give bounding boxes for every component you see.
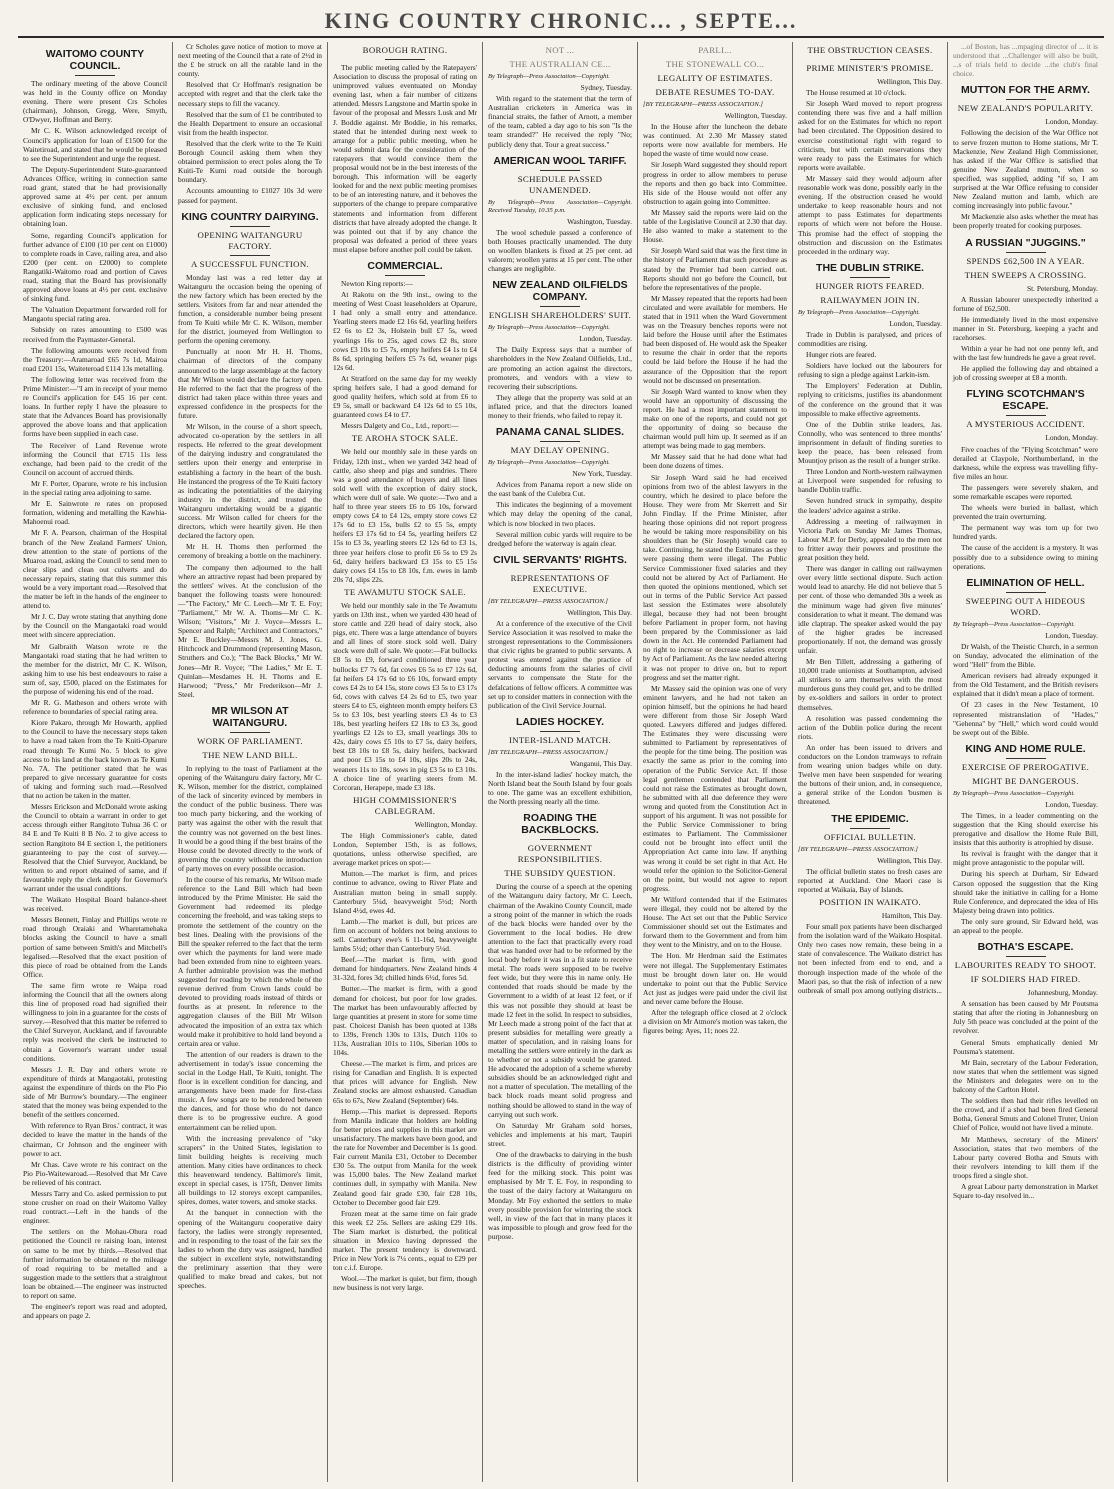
byline: [BY TELEGRAPH—PRESS ASSOCIATION.] — [798, 845, 918, 853]
byline: By Telegraph—Press Association—Copyright. — [798, 308, 920, 316]
dateline: Wellington, This Day. — [567, 607, 632, 617]
byline: [BY TELEGRAPH—PRESS ASSOCIATION.] — [488, 597, 608, 605]
paragraph: Cheese.—The market is firm, and prices are rising for Canadian and English. It is expected that prices will advance for English. New Zealand stocks are almost exhausted. Canadian 65s to 67s, New Zealand (September) 64s. — [333, 1059, 477, 1105]
dateline: London, Tuesday. — [889, 318, 942, 328]
paragraph: After the telegraph office closed at 2 o'clock a division on Mr Atmore's motion was taken, the figures being: Ayes, 11; noes 22. — [643, 1008, 787, 1036]
subheadline: THEN SWEEPS A CROSSING. — [964, 269, 1087, 280]
paragraph: Frozen meat at the same time on fair grade this week £2 25s. Sellers are asking £29 10s. The Siam market is disturbed, the political situation in Mexico having depressed the market. The present tendency is downward. Price in New York is 7¼ cents., equal to £29 per ton c.i.f. Europe. — [333, 1208, 477, 1273]
subheadline: MIGHT BE DANGEROUS. — [972, 775, 1079, 786]
paragraph: Mr Massey said the opinion was one of very eminent lawyers, and he had not taken an opinion himself, but the opinions he had heard were different from those Sir Joseph Ward quoted. Lawyers differed and judges differed. The Estimates they were discussing were submitted to Parliament by representatives of the people for the time being. The position was exactly the same as prior to the coming into operation of the Public Service Act. If those legal gentlemen contended that Parliament could not raise the Estimates as brought down, he submitted with all due deference they were wrong and quoted from the Constitution Act in support of his argument. It was not possible for the Public Service Commissioner to bring estimates to Parliament. The Commissioner could not be brought into effect until the Appropriation Act came into law. If anything was wrong it could be set right in that Act. He would refer the opinion to the Solicitor-General on the point, but would not agree to report progress. — [643, 683, 787, 893]
paragraph: Resolved that Cr Hoffman's resignation be accepted with regret and that the clerk take the necessary steps to fill the vacancy. — [178, 80, 322, 108]
paragraph: Messrs Dalgety and Co., Ltd., report:— — [341, 421, 459, 431]
paragraph: The passengers were severely shaken, and some remarkable escapes were reported. — [953, 482, 1098, 501]
paragraph: At a conference of the executive of the Civil Service Association it was resolved to make the strongest representations to the Commissioners that civic rights be granted to public servants. A protest was entered against the practice of deducting amounts from the salaries of civil servants to compensate the State for the defalcations of fellow officers. A committee was set up to consider matters in connection with the publication of the Civil Service Journal. — [488, 618, 632, 710]
paragraph: Of 23 cases in the New Testament, 10 represented mistranslation of "Hades," "Gehenna" by "Hell," which word could would be swept out of the Bible. — [953, 700, 1098, 737]
subheadline: THE AUSTRALIAN CE... — [509, 59, 611, 69]
paragraph: With reference to Ryan Bros.' contract, it was decided to leave the matter in the hands of the chairman, Cr Johnson and the engineer with power to act. — [23, 1121, 167, 1158]
subheadline: MAY DELAY OPENING. — [510, 445, 610, 456]
paragraph: A sensation has been caused by Mr Poutsma stating that after the rioting in Johannesburg on July 5th peace was concluded at the point of the revolver. — [953, 999, 1098, 1036]
paragraph: Subsidy on rates amounting to £500 was received from the Paymaster-General. — [23, 325, 167, 344]
paragraph: At Stratford on the same day for my weekly spring heifers sale, I had a good demand for good quality heifers, which sold at from £6 to £9 5s, small or backward £4 12s 6d to £5 10s, guaranteed cows £4 to £7. — [333, 373, 477, 420]
subheadline: REPRESENTATIONS OF EXECUTIVE. — [510, 572, 610, 594]
divider — [385, 59, 425, 60]
paragraph: Three London and North-western railwaymen at Liverpool were suspended for refusing to handle Dublin traffic. — [798, 467, 942, 495]
paragraph: Resolved that the sum of £1 be contributed to the Health Department to ensure an occasional visit from the health inspector. — [178, 109, 322, 137]
paragraph: The company then adjourned to the hall where an attractive repast had been prepared by the settlers' wives. At the conclusion of the banquet the following toasts were honoured:—"The Factory," Mr C. Leech—Mr T. E. Foy; "Parliament," Mr W. A. Thoms—Mr C. K. Wilson; "Visitors," Mr J. Voyce—Messrs L. Spencer and Ralph; "Architect and Contractors," Mr E. Buckley—Messrs M. J. Jones, G. Hitchcock and Drummond (representing Mason, Struthers and Co.); "The Back Blocks," Mr W. Jones—Mr R. Voyce; "The Ladies," Mr E. T. Quinlan—Mesdames H. H. Thoms and E. Harwood; "Press," Mr Frederikson—Mr J. Steel. — [178, 562, 322, 699]
paragraph: The soldiers then had their rifles levelled on the crowd, and if a shot had been fired General Botha, General Smuts and Colonel Truter, Union Chief of Police, would not have lived a minute. — [953, 1096, 1098, 1133]
divider — [75, 75, 115, 76]
paragraph: The Hon. Mr Herdman said the Estimates were not illegal. The Supplementary Estimates must be brought down later on. He would undertake to point out that the Public Service Act just as judges were paid under the civil list and never came before the House. — [643, 951, 787, 1006]
paragraph: The attention of our readers is drawn to the advertisement in today's issue concerning the social in the Lodge Hall, Te Kuiti, tonight. The floor is in excellent condition for dancing, and arrangements have been made for first-class music. A few songs are to be rendered between the dances, and for those who do not dance there is to be progressive euchre. A good entertainment can be relied upon. — [178, 1049, 322, 1132]
paragraph: Sir Joseph Ward suggested they should report progress in order to allow members to peruse the reports and then go back into Committee. His side of the House would not offer any obstruction to again going into Committee. — [643, 160, 787, 206]
dateline: Wellington, Monday. — [414, 819, 477, 829]
subheadline: A MYSTERIOUS ACCIDENT. — [966, 419, 1085, 430]
dateline: Wellington, This Day. — [877, 77, 942, 86]
subheadline: HIGH COMMISSIONER'S CABLEGRAM. — [353, 794, 457, 816]
subheadline: NEW ZEALAND'S POPULARITY. — [957, 103, 1094, 114]
subheadline: RAILWAYMEN JOIN IN. — [820, 294, 920, 305]
column-4 — [483, 42, 638, 1482]
divider — [850, 59, 890, 60]
headline: BOTHA'S ESCAPE. — [977, 941, 1074, 954]
dateline: Johannesburg, Monday. — [1027, 988, 1098, 998]
subheadline: OFFICIAL BULLETIN. — [823, 831, 917, 842]
paragraph: Mutton.—The market is firm, and prices continue to advance, owing to River Plate and Australian mutton being in small supply. Canterbury 5¼d, heavyweight 5½d; North Island 4½d, ewes 4d. — [333, 869, 477, 915]
paragraph: In the course of his remarks, Mr Wilson made reference to the Land Bill which had been introduced by the Prime Minister. He said the Government had redeemed its pledge concerning the freehold, and was taking steps to promote the settlement of the country on the best lines. Dealing with the provisions of the Bill the speaker referred to the fact that the term over which the payments for land were made had been extended from nine to eighteen years. A further admirable provision was the method suggested for roading by which the whole of the revenue derived from Crown lands could be devoted to providing roads instead of thirds or fourths as at present. In reference to the aggregation clauses of the Bill Mr Wilson advocated the imposition of an extra tax which would make it prohibitive to hold land beyond a certain area or value. — [178, 875, 322, 1048]
byline: By Telegraph—Press Association—Copyright. — [488, 73, 610, 80]
byline: By Telegraph—Press Association—Copyright. — [488, 324, 610, 332]
paragraph: The same firm wrote re Waipa road informing the Council that all the owners along this line of proposed road had signified their willingness to join in a guarantee for the costs of survey.—Resolved that this matter be referred to the Chief Surveyor, Auckland, and if favourable reply was received the clerk be instructed to obtain a Governor's warrant under usual conditions. — [23, 980, 167, 1063]
paragraph: Newton King reports:— — [341, 278, 413, 288]
dateline: Wellington, This Day. — [877, 855, 942, 865]
paragraph: Butter.—The market is firm, with a good demand for choicest, but poor for low grades. The market has been unfavourably affected by large quantities at present in store for some time past. Choicest Danish has been quoted at 138s to 139s, French 130s to 131s, Dutch 110s to 113s, Australian 101s to 110s, Siberian 100s to 104s. — [333, 984, 477, 1058]
paragraph: The public meeting called by the Ratepayers' Association to discuss the proposal of rating on unimproved values eventuated on Monday evening last, when a fair number of citizens attended. Messrs Langstone and Martin spoke in favour of the proposal and Messrs Lusk and Mr J. Boddie against. Mr Boddie, in his remarks, stated that he intended during next week to arrange for a public public meeting, when he would submit data for the consideration of the ratepayers that would convince them the proposal would not be in the best interests of the borough. This information will be eagerly looked for and the next public meeting promises to be of an interesting nature, and it behoves the supporters of the change to prepare comparative statements and information from different districts that have already adopted the change. It was pointed out that if by any chance the proposal was defeated a period of three years must elapse before another poll could be taken. — [333, 63, 477, 254]
paragraph: Following the decision of the War Office not to serve frozen mutton to Home stations, Mr T. Mackenzie, New Zealand High Commissioner, has asked if the War Office is satisfied that genuine New Zealand mutton, when so specified, was supplied, adding "if so, I am surprised at the War Office refusing to consider New Zealand mutton and lamb, which are coming increasingly into public favour." — [953, 128, 1098, 211]
paragraph: A resolution was passed condemning the action of the Dublin police during the recent riots. — [798, 713, 942, 741]
paragraph: Five coaches of the "Flying Scotchman" were derailed at Claypole, Northumberland, in the darkness, while the express was travelling fifty-five miles an hour. — [953, 444, 1098, 481]
subheadline: SCHEDULE PASSED UNAMENDED. — [517, 173, 603, 195]
byline: By Telegraph—Press Association—Copyright. — [953, 620, 1075, 628]
dateline: Washington, Tuesday. — [567, 216, 632, 226]
paragraph: A Russian labourer unexpectedly inherited a fortune of £62,500. — [953, 294, 1098, 313]
headline: AMERICAN WOOL TARIFF. — [493, 154, 627, 167]
paragraph: One of the Dublin strike leaders, Jas. Connolly, who was sentenced to three months' imprisonment in default of finding sureties to keep the peace, has been released from Mountjoy prison as the result of a hunger strike. — [798, 419, 942, 466]
paragraph: The Valuation Department forwarded roll for Mangaotu special rating area. — [23, 305, 167, 324]
columns — [18, 42, 1104, 1482]
paragraph: Its revival is fraught with the danger that it might prove antagonistic to the popular will. — [953, 849, 1098, 868]
paragraph: The High Commissioner's cable, dated London, September 15th, is as follows, quotations, unless otherwise specified, are average market prices on spot:— — [333, 830, 477, 868]
divider — [1006, 758, 1046, 759]
byline: [BY TELEGRAPH—PRESS ASSOCIATION.] — [488, 748, 608, 756]
paragraph: Sir Joseph Ward said he had received opinions from two of the ablest lawyers in the country, which he desired to place before the House. They were from Mr Skerrett and Sir John Findlay. If the Prime Minister, after hearing those opinions did not report progress he would be taking more responsibility on his shoulders than he (Sir Joseph) would care to take. Continuing, he stated the Estimates as they were passing them were illegal. The Public Service Commissioner fixed salaries and they could not be altered by Act of Parliament. He then quoted the opinions mentioned, which set out in terms of the Public Service Act passed last session the Estimates were absolutely illegal, because they had not been brought before Parliament in proper form, not having been prepared by the Commissioner as laid down in the Act. He contended Parliament had no right to increase or decrease salaries except by Act of Parliament. As the law needed altering it was not proper to drive on, but to report progress and set the matter right. — [643, 472, 787, 682]
divider — [385, 275, 425, 276]
paragraph: He applied the following day and obtained a job of crossing sweeper at £8 a month. — [953, 364, 1098, 383]
paragraph: Seven hundred struck in sympathy, despite the leaders' advice against a strike. — [798, 496, 942, 515]
headline: WAITOMO COUNTY COUNCIL. — [45, 48, 145, 72]
subheadline: TE AWAMUTU STOCK SALE. — [344, 586, 466, 597]
paragraph: The Receiver of Land Revenue wrote informing the Council that £715 11s less exchange, had been paid to the credit of the Council on account of accrued thirds. — [23, 440, 167, 477]
dateline: Sydney, Tuesday. — [580, 83, 632, 92]
paragraph: The wool schedule passed a conference of both Houses practically unamended. The duty on woollen blankets is fixed at 25 per cent. ad valorem; woollen yarns at 15 per cent. The other changes are negligible. — [488, 227, 632, 274]
paragraph: Cr Scholes gave notice of motion to move at next meeting of the Council that a rate of 2½d in the £ be struck on all the ratable land in the county. — [178, 42, 322, 79]
divider — [230, 255, 270, 256]
subheadline: POSITION IN WAIKATO. — [819, 896, 921, 907]
paragraph: During his speech at Durham, Sir Edward Carson opposed the suggestion that the King should take the initiative in calling for a Home Rule Conference, and deprecated the idea of His Majesty being drawn into politics. — [953, 869, 1098, 915]
paragraph: At the banquet in connection with the opening of the Waitanguru cooperative dairy factory, the ladies were strongly represented, and in responding to the toast of the fair sex the ladies to whom the duty was assigned, handled the subject in excellent style, notwithstanding the preliminary assertion that they were qualified to make bread and cakes, but not speeches. — [178, 1208, 322, 1291]
paragraph: During the course of a speech at the opening of the Waitanguru dairy factory, Mr C. Leech, chairman of the Awakino County Council, made a strong point of the manner in which the roads of the back blocks were handed over by the Government to the local bodies. He drew attention to the fact that practically every road that was handed over had to be reformed by the local body before it was in a fit state to receive metal. The roads were supposed to be twelve feet wide, but they were this in name only. He contended that roads should be made by the Government to a width of at least 12 feet, or if this was not possible they should at least be made 12 feet in the solid. In respect to subsidies, Mr Leech made a strong point of the fact that at present subsidies for metalling were greatly a matter of speculation, and in raising loans for metalling the settlers were entirely in the dark as to whether or not a subsidy would be granted. He advocated the adoption of a scheme whereby subsidies should be an acknowledged right and not a matter of speculation. The metalling of the back block roads meant solid progress and nothing should be allowed to stand in the way of carrying out such work. — [488, 882, 632, 1119]
paragraph: The settlers on the Mohau-Ohura road petitioned the Council re raising loan, interest on same to be met by thirds.—Resolved that further information be obtained re the mileage of road requiring to be metalled and a suggestion made to the settlers that a straightout loan be obtained.—The engineer was instructed to report on same. — [23, 1227, 167, 1300]
paragraph: We held our monthly sale in the Te Awamutu yards on 13th inst., when we yarded 430 head of store cattle and 220 head of dairy stock, also pigs, etc. There was a large attendance of buyers and all lines of store stock sold well. Dairy stock were dull of sale. We quote:—Fat bullocks £8 5s to £9, forward conditioned three year bullocks £7 7s 6d, fat cows £6 5s to £7 12s 6d, fat heifers £4 17s 6d to £6 10s, forward empty cows £4 2s to £4 15s, store cows £3 5s to £3 17s 6d, cows with calves £4 2s 6d to £5, two year steers £4 to £5, eighteen month empty heifers £3 5s to £3 10s, best yearling steers £3 4s to £3 18s, best yearling heifers £2 18s to £3 3s, good yearlings £2 12s to £3, small yearlings 30s to 42s, dairy cows £5 10s to £7 5s, dairy heifers, best £8 10s to £8 5s, dairy heifers, backward and poor £3 15s to £4 10s, slips 20s to 24s, weaners 11s to 18s, sows in pig £3 5s to £3 10s. A choice line of yearling steers from M. Corcoran, Herapepe, made £3 18s. — [333, 600, 477, 792]
paragraph: Hunger riots are feared. — [806, 350, 877, 360]
divider — [540, 306, 580, 307]
divider — [850, 277, 890, 278]
subheadline: OPENING WAITANGURU FACTORY. — [197, 229, 303, 251]
divider — [540, 731, 580, 732]
paragraph: With the increasing prevalence of "sky scrapers" in the United States, legislation to limit building heights is receiving much attention. Many cities have ordinances to check this heavenward tendency. Baltimore's limit, except in special cases, is 175ft, Denver limits all buildings to 12 storeys except campaniles, spires, domes, water towers, and smoke stacks. — [178, 1133, 322, 1207]
subheadline: ENGLISH SHAREHOLDERS' SUIT. — [488, 310, 632, 321]
divider — [1006, 99, 1046, 100]
paragraph: Sir Joseph Ward said that was the first time in the history of Parliament that such procedure as stated by the Premier had been carried out. Reports should not go before the Council, but before the representatives of the people. — [643, 246, 787, 292]
headline: PANAMA CANAL SLIDES. — [495, 426, 625, 439]
paragraph: He immediately lived in the most expensive manner in St. Petersburg, keeping a yacht and racehorses. — [953, 314, 1098, 342]
paragraph: The cause of the accident is a mystery. It was possibly due to a subsidence owing to mining operations. — [953, 543, 1098, 571]
divider — [540, 170, 580, 171]
paragraph: The following letter was received from the Prime Minister:—"I am in receipt of your memo re Council's application for £45 16 per cent. loans. In further reply I have the pleasure to state that the Advances Board has provisionally approved the above loans and that application forms have been supplied in each case. — [23, 374, 167, 439]
column-7 — [948, 42, 1103, 1482]
headline: LADIES HOCKEY. — [515, 715, 605, 728]
dateline: London, Tuesday. — [1045, 630, 1098, 640]
paragraph: Mr Wilson, in the course of a short speech, advocated co-operation by the settlers in all respects. He referred to the great development of the dairying industry and congratulated the settlers upon their energy and enterprise in establishing a factory in the heart of the bush. He instanced the progress of the Te Kuiti factory as indicating the potentialities of the dairying industry in the district, and trusted the Waitanguru undertaking would be a gigantic success. Mr Wilson called for cheers for the directors, which were heartily given. He then declared the factory open. — [178, 422, 322, 541]
paragraph: In the House after the luncheon the debate was continued. At 2.30 Mr Massey stated reports were now available for members. He hoped the waste of time would now cease. — [643, 122, 787, 159]
paragraph: The only sure ground, Sir Edward held, was an appeal to the people. — [953, 916, 1098, 935]
dateline: New York, Tuesday. — [572, 469, 632, 479]
paragraph: Dr Walsh, of the Theistic Church, in a sermon on Sunday, advocated the elimination of the word "Hell" from the Bible. — [953, 641, 1098, 670]
paragraph: Messrs Erickson and McDonald wrote asking the Council to obtain a warrant in order to get access through either Rangitoto Tuhua 36 C or 84 E and Te Kuiti 8 B No. 2 to give access to section Rangitoto 84 E section 1, the petitioners guaranteeing to pay the cost of survey.—Resolved that the Chief Surveyor, Auckland, be written to and report obtained of same, and if favourable reply the clerk apply for Governor's warrant under the usual conditions. — [23, 802, 167, 893]
paragraph: They allege that the property was sold at an inflated price, and that the directors loaned money to their friends, who failed to repay it. — [488, 392, 632, 420]
headline: MR WILSON AT WAITANGURU. — [211, 704, 289, 729]
paragraph: There was danger in calling out railwaymen over every little sectional dispute. Such action would lead to anarchy. He did not believe that 5 per cent. of those who demanded 30s a week as the minimum wage had given five minutes' consideration to what it meant. The demand was idle claptrap. The speaker asked would the pay of the higher grades be increased proportionately. If not, the demand was grossly unfair. — [798, 564, 942, 655]
paragraph: Mr R. G. Matheson and others wrote with reference to boundaries of special rating area. — [23, 698, 167, 717]
divider — [1006, 592, 1046, 593]
paragraph: Mr J. C. Day wrote stating that anything done by the Council on the Mangaotaki road would meet with sincere appreciation. — [23, 612, 167, 640]
paragraph: In the inter-island ladies' hockey match, the North Island beat the South Island by four goals to one. The game was an excellent exhibition, the North pressing nearly all the time. — [488, 769, 632, 807]
dateline: London, Tuesday. — [1045, 799, 1098, 809]
byline: By Telegraph—Press Association—Copyright. Received Tuesday, 10.35 p.m. — [488, 198, 632, 214]
paragraph: Mr Wilford contended that if the Estimates were illegal, they could not be altered by the House. The Act set out that the Public Service Commissioner should set out the Estimates and forward them to the Government and from him they went to the Ministry, and on to the House. — [643, 894, 787, 950]
headline: THE DUBLIN STRIKE. — [816, 261, 924, 274]
dateline: Wanganui, This Day. — [569, 758, 632, 768]
subheadline: IF SOLDIERS HAD FIRED. — [970, 974, 1081, 985]
paragraph: Mr E. Sainwrote re rates on proposed formation, widening and metalling the Kawhia-Mahoenui road. — [23, 499, 167, 527]
column-3 — [328, 42, 483, 1482]
divider — [1006, 956, 1046, 957]
headline: A RUSSIAN "JUGGINS." — [965, 236, 1086, 249]
paragraph: Mr Ben Tillett, addressing a gathering of 10,000 trade unionists at Southampton, advised all strikers to arm themselves with the most murderous guns they could get, and to be drilled by ex-soldiers and sailors in order to protect themselves. — [798, 657, 942, 712]
subheadline: SWEEPING OUT A HIDEOUS WORD. — [965, 595, 1086, 617]
divider — [230, 732, 270, 733]
divider — [540, 569, 580, 570]
paragraph: Addressing a meeting of railwaymen in Victoria Park on Sunday Mr James Thomas, Labour M.P. for Derby, appealed to the men not to fritter away their powers and prostitute the great position they held. — [798, 516, 942, 563]
paragraph: Accounts amounting to £1027 10s 3d were passed for payment. — [178, 186, 322, 205]
paragraph: Monday last was a red letter day at Waitanguru the occasion being the opening of the new factory which has been erected by the settlers. Visitors from far and near attended the function, a considerable number being present from Te Kuiti while Mr C. K. Wilson, member for the district, journeyed from Wellington to perform the opening ceremony. — [178, 272, 322, 346]
paragraph: The permanent way was torn up for two hundred yards. — [953, 523, 1098, 542]
paragraph: At Rakotu on the 9th inst., owing to the meeting of West Coast leaseholders at Oparure, I had only a small entry and attendance. Yearling steers made £2 16s 6d, yearling heifers £2 6s to £2 3s, Holstein bull £7 5s, weed yearlings 16s to 25s, aged cows £2 8s, store cows £3 10s to £5 7s, empty heifers £4 1s to £4 8s 6d, springing heifers £5 7s 6d, weaner pigs 12s 6d. — [333, 290, 477, 372]
headline: COMMERCIAL. — [367, 259, 443, 272]
paragraph: Mr Chas. Cave wrote re his contract on the Pio Pio-Waitewaroad.—Resolved that Mr Cave be relieved of his contract. — [23, 1159, 167, 1187]
subheadline: INTER-ISLAND MATCH. — [509, 734, 611, 745]
headline: ROADING THE BACKBLOCKS. — [521, 812, 599, 837]
column-2 — [173, 42, 328, 1482]
paragraph: With regard to the statement that the term of Australian cricketers in America was in financial straits, the father of Arnott, a member of the team, cabled a day ago to his son "Is the team stranded?" He received the reply "No; publicly deny that. Tour a great success." — [488, 94, 632, 149]
paragraph: A great Labour party demonstration in Market Square to-day resolved in... — [953, 1181, 1098, 1201]
subheadline: LEGALITY OF ESTIMATES. — [657, 73, 773, 83]
paragraph: Mr Massey repeated that the reports had been circulated and were available for members. He stated that in 1911 when the Ward Government was on the Treasury benches reports were not laid before the House until after the Estimates had been disposed of. He would ask the Speaker to resume the chair in order that the reports could be laid before the House if he had the assurance of the Opposition that the report would not be discussed on presentation. — [643, 293, 787, 385]
headline: KING AND HOME RULE. — [965, 742, 1086, 755]
paragraph: Punctually at noon Mr H. H. Thoms, chairman of directors of the company announced to the large assemblage at the factory that Mr Wilson would declare the factory open. He referred to the fact that the progress of the district had taken place within three years and expressed confidence in the prospects for the future. — [178, 347, 322, 420]
paragraph: Lamb.—The market is dull, but prices are firm on account of holders not being anxious to sell. Canterbury ewe's 6 11-16d, heavyweight lambs 5½d; other than Canterbury 5¼d. — [333, 916, 477, 954]
headline: FLYING SCOTCHMAN'S ESCAPE. — [966, 388, 1085, 413]
subheadline: THE STONEWALL CO... — [665, 59, 765, 69]
subheadline: THE SUBSIDY QUESTION. — [504, 868, 616, 879]
paragraph: Mr Bain, secretary of the Labour Federation, now states that when the settlement was signed the Ministers and delegates were on to the balcony of the Carlton Hotel. — [953, 1057, 1098, 1095]
headline: NEW ZEALAND OILFIELDS COMPANY. — [492, 279, 628, 304]
dateline: Hamilton, This Day. — [881, 910, 942, 920]
subheadline: WORK OF PARLIAMENT. — [197, 735, 303, 746]
headline: THE EPIDEMIC. — [831, 812, 909, 825]
paragraph: The Daily Express says that a number of shareholders in the New Zealand Oilfields, Ltd., are promoting an action against the directors, promoters, and vendors with a view to recovering their subscriptions. — [488, 345, 632, 391]
paragraph: Messrs J. R. Day and others wrote re expenditure of thirds at Mangaotaki, protesting against the expenditure of thirds on the Pio Pio side of Mr Burrow's boundary.—The engineer stated that the money was being expended to the benefit of the settlers concerned. — [23, 1064, 167, 1120]
masthead — [18, 6, 1104, 38]
column-5 — [638, 42, 793, 1482]
divider — [540, 441, 580, 442]
subheadline: LABOURITES READY TO SHOOT. — [954, 960, 1097, 971]
paragraph: Advices from Panama report a new slide on the east bank of the Culebra Cut. — [488, 480, 632, 499]
subheadline: EXERCISE OF PREROGATIVE. — [961, 761, 1090, 772]
paragraph: Some, regarding Council's application for further advance of £100 (10 per cent on £1000) to complete roads in Cave, railing area, and also £200 (per cent. on £2000) to complete Rangatiki-Waitomo road and portion of Caves road, stating that the Board has provisionally approved above loans at 4½ per cent. exclusive of sinking fund. — [23, 230, 167, 304]
subheadline: TE AROHA STOCK SALE. — [351, 433, 459, 444]
paragraph: Four small pox patients have been discharged from the isolation ward of the Waikato Hospital. Only two cases now remain, these being in a state of convalescence. The Waikato district has not been infected from end to end, and a thorough inspection made of the whole of the Maori pas, so that the risk of infection of a new outbreak of small pox among outlying districts... — [798, 922, 942, 995]
paragraph: The ordinary meeting of the above Council was held in the County office on Monday evening. There were present Crs Scholes (chairman), Johnson, Gregg, Were, Smyth, O'Dwyer, Hoffman and Berry. — [23, 79, 167, 125]
paragraph: The Deputy-Superintendent State-guaranteed Advances Office, writing in connection same road grant, stated that he had provisionally approved same at 4½ per cent. per annum exclusive of sinking fund, and enclosed application form indicating steps necessary for obtaining loan. — [23, 164, 167, 229]
paragraph: Messrs Bennett, Finlay and Phillips wrote re road through Oraiaki and Wharetamehaka blocks asking the Council to have a small portion of same between Smith's and Mitchell's legalised.—Resolved that the exact position of this piece of road be obtained from the Lands Office. — [23, 915, 167, 979]
paragraph: The House resumed at 10 o'clock. — [806, 88, 907, 98]
paragraph: Mr C. K. Wilson acknowledged receipt of Council's application for loan of £1500 for the Waitetiroad, and stated that he would be pleased to see the Superintendent and urge the request. — [23, 126, 167, 163]
divider — [1006, 415, 1046, 416]
column-6 — [793, 42, 948, 1482]
paragraph: One of the drawbacks to dairying in the bush districts is the difficulty of providing winter feed for the milking stock. This point was emphasised by Mr T. E. Foy, in responding to the toast of the dairy factory at Waitanguru on Monday. Mr Foy exhorted the settlers to make every possible provision for wintering the stock well, in view of the fact that in many places it was impossible to plough and grow feed for the purpose. — [488, 1150, 632, 1241]
paragraph: The wheels were buried in ballast, which prevented the train overturning. — [953, 503, 1098, 522]
masthead-title: KING COUNTRY CHRONIC... , SEPTE... — [324, 8, 798, 33]
headline: ELIMINATION OF HELL. — [966, 576, 1085, 589]
paragraph: Within a year he had not one penny left, and with the last few hundreds he gave a great revel. — [953, 344, 1098, 363]
divider — [850, 828, 890, 829]
paragraph: Trade in Dublin is paralysed, and prices of commodities are rising. — [798, 329, 942, 348]
paragraph: Mr Matthews, secretary of the Miners' Association, states that two members of the Labour party covered Botha and Smuts with their revolvers intending to kill them if the troops fired a single shot. — [953, 1134, 1098, 1180]
subheadline: SPENDS £62,500 IN A YEAR. — [966, 255, 1085, 266]
divider — [1006, 252, 1046, 253]
paragraph: The Times, in a leader commenting on the suggestion that the King should exercise his prerogative and disallow the Home Rule Bill, insists that this authority is atrophied by disuse. — [953, 810, 1098, 848]
paragraph: Mr F. Porter, Oparure, wrote re his inclusion in the special rating area adjoining to same. — [23, 478, 167, 498]
headline: CIVIL SERVANTS' RIGHTS. — [493, 553, 627, 566]
paragraph: Kiore Pakaro, through Mr Howarth, applied to the Council to have the necessary steps taken to have a road taken from the Te Kuiti-Oparure road through Te Kumi No. 5 block to give access to his land at the back known as Te Kumi No. 7A. The petitioner stated that he was prepared to give necessary guarantee for costs of taking and forming such road.—Resolved that no action be taken in the matter. — [23, 718, 167, 801]
paragraph: ...of Boston, has ...mpaging director of ... it is understood that ...Challenger will also be built, ...s of trials held to decide ...the club's final choice. — [953, 42, 1098, 79]
paragraph: Mr H. H. Thoms then performed the ceremony of breaking a bottle on the machinery. — [178, 542, 322, 561]
paragraph: Mr Massey said the reports were laid on the table of the Legislative Council at 2.30 that day. He also wanted to make a statement to the House. — [643, 207, 787, 245]
paragraph: The official bulletin states no fresh cases are reported at Auckland. One Maori case is reported at Waikaia, Bay of Islands. — [798, 866, 942, 894]
paragraph: Beef.—The market is firm, with good demand for hindquarters. New Zealand hinds 4 31-32d, fores 3d; chilled hinds 6½d, fores 5d. — [333, 955, 477, 983]
paragraph: Several million cubic yards will require to be dredged before the waterway is again clear. — [488, 529, 632, 548]
byline: [BY TELEGRAPH—PRESS ASSOCIATION.] — [643, 101, 763, 108]
headline: MUTTON FOR THE ARMY. — [961, 84, 1090, 97]
paragraph: The following amounts were received from the Treasury:—Aramaroad £65 7s 1d, Mairoa road £201 15s, Waiteteroad £114 13s metalling. — [23, 345, 167, 373]
paragraph: Soldiers have locked out the labourers for refusing to sign a pledge against Larkin-ism. — [798, 361, 942, 380]
paragraph: Mr Mackenzie also asks whether the meat has been properly treated for cooking purposes. — [953, 212, 1098, 231]
paragraph: Mr Massey said they would adjourn after reasonable work was done, possibly early in the evening. If the obstruction ceased he would undertake to keep reasonable hours and not attempt to pass Estimates for departments reports of which were not before the House. This promise had the effect of stopping the obstruction and discussion on the Estimates proceeded in the ordinary way. — [798, 173, 942, 256]
paragraph: Mr Galbraith Watson wrote re the Mangaotaki road stating that he had written to the member for the district, Mr C. K. Wilson, asking him to use his best endeavours to raise a sum of, say, £500, placed on the Estimates for the purpose of widening his end of the road. — [23, 641, 167, 696]
subheadline: PRIME MINISTER'S PROMISE. — [806, 63, 934, 73]
paragraph: Sir Joseph Ward wanted to know when they would have an opportunity of discussing the report. He had a most important statement to make on one of the reports, and could not get the opportunity of doing so because the chairman would pull him up. It seemed as if an attempt was being made to gag members. — [643, 386, 787, 451]
paragraph: Sir Joseph Ward moved to report progress contending there was five and a half million asked for on the Estimates for which no report had been circulated. The Opposition desired to exercise constitutional right with regard to criticism, but with certain reservations they were ready to pass the Estimates for which reports were available. — [798, 99, 942, 172]
dateline: London, Monday. — [1045, 433, 1098, 443]
paragraph: Hemp.—This market is depressed. Reports from Manila indicate that holders are holding for better prices and supplies in this market are unsatisfactory. The markets have been good, and the rate for November and December is 1s good. Fair current Manila £31, October to December £30 5s. The output from Manila for the week was 15,000 bales. The New Zealand market continues dull, in sympathy with Manila. New Zealand good fair grade £30, fair £28 10s, October to December good fair £29. — [333, 1106, 477, 1207]
subheadline: HUNGER RIOTS FEARED. — [815, 280, 925, 291]
paragraph: The engineer's report was read and adopted, and appears on page 2. — [23, 1302, 167, 1321]
paragraph: We held our monthly sale in these yards on Friday, 12th inst., when we yarded 342 head of cattle, also sheep and pigs and sundries. There was a good attendance of buyers and all lines sold well with the exception of dairy stock, which were dull of sale. We quote:—Two and a half to three year steers £6 to £6 10s, forward empty cows £4 to £4 12s, empty store cows £2 17s 6d to £3 15s, bulls £2 to £5 5s, empty heifers £3 17s 6d to £4 5s, yearling heifers £2 15s to £3 3s, yearling steers £2 12s 6d to £3 1s, three year heifers close to profit £6 5s to £9 2s 6d, dairy heifers backward £3 15s to £5 15s dairy cows £4 15s to £8 10s, f.m. ewes in lamb 20s 7d, slips 22s. — [333, 447, 477, 584]
paragraph: American revisers had already expunged it from the Old Testament, and the British revisers explained that it didn't mean a place of torment. — [953, 671, 1098, 699]
dateline: London, Tuesday. — [579, 334, 632, 344]
paragraph: Wool.—The market is quiet, but firm, though new business is not very large. — [333, 1274, 477, 1293]
subheadline: GOVERNMENT RESPONSIBILITIES. — [517, 843, 603, 865]
subheadline: A SUCCESSFUL FUNCTION. — [191, 258, 309, 269]
byline: By Telegraph—Press Association—Copyright. — [953, 789, 1075, 797]
paragraph: On Saturday Mr Graham sold horses, vehicles and implements at his mart, Taupiri street. — [488, 1120, 632, 1148]
paragraph: Mr Massey said that he had done what had been done dozens of times. — [643, 452, 787, 471]
paragraph: Messrs Tarry and Co. asked permission to put stone crusher on road on their Waitomo Valley road contract.—Left in the hands of the engineer. — [23, 1188, 167, 1226]
subheadline: THE NEW LAND BILL. — [202, 749, 298, 760]
column-1 — [18, 42, 173, 1482]
divider — [540, 839, 580, 840]
byline: By Telegraph—Press Association—Copyright. — [488, 459, 610, 467]
paragraph: The Waikato Hospital Board balance-sheet was received. — [23, 895, 167, 914]
paragraph: In replying to the toast of Parliament at the opening of the Waitanguru dairy factory, Mr C. K. Wilson, member for the district, complained of the lack of sincerity evinced by members in the conduct of the public business. There was too much party bickering, and the working of party was against the other with the result that the country was not governed on the best lines. It would be a good thing if the best brains of the House could be devoted directly to the work of governing the country without the introduction of party moves on every possible occasion. — [178, 763, 322, 873]
paragraph: Mr F. A. Pearson, chairman of the Hospital branch of the New Zealand Farmers' Union, drew attention to the state of portions of the Muaroa road, asking the Council to send men to clear slips and clean out culverts and do necessary repairs, stating that this summer this would be a very important road.—Resolved that the matter be left in the hands of the engineer to attend to. — [23, 528, 167, 611]
headline: NOT ... — [545, 45, 575, 55]
headline: BOROUGH RATING. — [362, 45, 448, 55]
dateline: London, Monday. — [1045, 117, 1098, 127]
divider — [230, 226, 270, 227]
paragraph: The Employers' Federation at Dublin, replying to criticisms, justifies its abandonment of the conference on the ground that it was impossible to make effective agreements. — [798, 381, 942, 418]
dateline: St. Petersburg, Monday. — [1026, 283, 1098, 293]
paragraph: This indicates the beginning of a movement which may delay the opening of the canal, which is now blocked in two places. — [488, 500, 632, 528]
headline: KING COUNTRY DAIRYING. — [181, 210, 319, 223]
paragraph: Resolved that the clerk write to the Te Kuiti Borough Council asking them when they obtained permission to erect poles along the Te Kuiti-Te Kumi road outside the borough boundary. — [178, 138, 322, 185]
paragraph: An order has been issued to drivers and conductors on the London tramways to refrain from wearing union badges while on duty. Twelve men have been suspended for wearing the buttons of their union, and, in consequence, a general strike of the London 'busmen is threatened. — [798, 742, 942, 807]
headline: PARLI... — [698, 45, 732, 55]
paragraph: General Smuts emphatically denied Mr Poutsma's statement. — [953, 1037, 1098, 1056]
headline: THE OBSTRUCTION CEASES. — [807, 45, 933, 55]
subheadline: DEBATE RESUMES TO-DAY. — [655, 87, 775, 97]
dateline: Wellington, Tuesday. — [724, 111, 787, 120]
